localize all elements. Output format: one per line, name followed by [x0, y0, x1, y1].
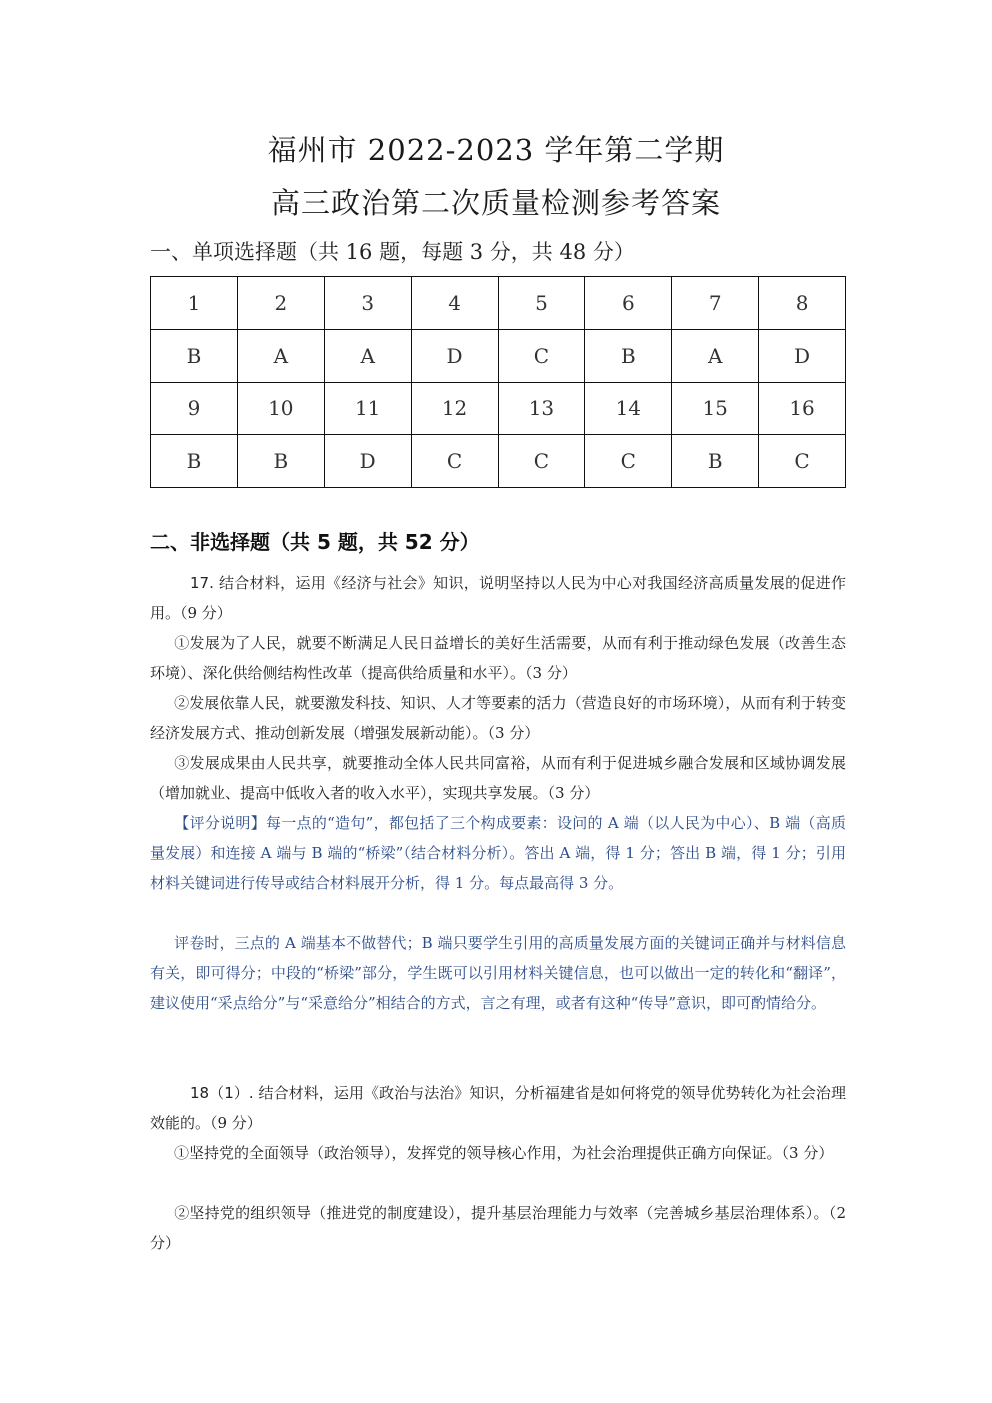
- q17-point3: [150, 748, 846, 808]
- q17-question-text: 结合材料，运用《经济与社会》知识，说明坚持以人民为中心对我国经济高质量发展的促进作用。（9 分）: [150, 574, 846, 622]
- table-cell: 5: [498, 277, 585, 330]
- table-cell: B: [237, 435, 324, 488]
- table-cell: 7: [672, 277, 759, 330]
- q17-grading-note-text: 评卷时，三点的 A 端基本不做替代；B 端只要学生引用的高质量发展方面的关键词正确并与材料信息有关，即可得分；中段的“桥梁”部分，学生既可以引用材料关键信息，也可以做出一定的转化和“翻译”，建议使用“采点给分”与“采意给分”相结合的方式，言之有理，或者有这种“传导”意识，即可酌情给分。: [150, 934, 846, 1012]
- table-cell: 14: [585, 382, 672, 435]
- q17-scoring-note: [150, 808, 846, 898]
- table-cell: 8: [759, 277, 846, 330]
- q17-point2: [150, 688, 846, 748]
- table-cell: 4: [411, 277, 498, 330]
- table-cell: 12: [411, 382, 498, 435]
- table-cell: 16: [759, 382, 846, 435]
- document-title-line2: 高三政治第二次质量检测参考答案: [270, 186, 721, 220]
- q17-point2-text: ②发展依靠人民，就要激发科技、知识、人才等要素的活力（营造良好的市场环境），从而有利于转变经济发展方式、推动创新发展（增强发展新动能）。（3 分）: [150, 694, 846, 742]
- table-cell: B: [672, 435, 759, 488]
- table-cell: C: [759, 435, 846, 488]
- q17-point1: [150, 628, 846, 688]
- q18-point2-text: ②坚持党的组织领导（推进党的制度建设），提升基层治理能力与效率（完善城乡基层治理体系）。（2 分）: [150, 1204, 846, 1252]
- q18-point2: [150, 1198, 846, 1258]
- table-cell: 11: [324, 382, 411, 435]
- table-row: [151, 435, 846, 488]
- table-cell: 15: [672, 382, 759, 435]
- document-title-line1: 福州市 2022-2023 学年第二学期: [267, 133, 725, 167]
- table-cell: 1: [151, 277, 238, 330]
- table-cell: D: [759, 329, 846, 382]
- table-cell: 10: [237, 382, 324, 435]
- q17-question: [150, 568, 846, 628]
- table-cell: C: [585, 435, 672, 488]
- table-cell: B: [585, 329, 672, 382]
- q18-point1-text: ①坚持党的全面领导（政治领导），发挥党的领导核心作用，为社会治理提供正确方向保证。（3 分）: [174, 1144, 834, 1162]
- q17-scoring-note-text: 【评分说明】每一点的“造句”，都包括了三个构成要素：设问的 A 端（以人民为中心）、B 端（高质量发展）和连接 A 端与 B 端的“桥梁”（结合材料分析）。答出 A 端，得 1 分；答出 B 端，得 1 分；引用材料关键词进行传导或结合材料展开分析，得 1 分。每点最高得 3 分。: [150, 814, 846, 892]
- table-cell: C: [498, 329, 585, 382]
- table-cell: D: [324, 435, 411, 488]
- section1-heading: 一、单项选择题（共 16 题，每题 3 分，共 48 分）: [150, 240, 635, 264]
- table-cell: A: [237, 329, 324, 382]
- q17-point3-text: ③发展成果由人民共享，就要推动全体人民共同富裕，从而有利于促进城乡融合发展和区域协调发展（增加就业、提高中低收入者的收入水平），实现共享发展。（3 分）: [150, 754, 846, 802]
- table-cell: A: [672, 329, 759, 382]
- q17-grading-note: [150, 928, 846, 1018]
- table-row: [151, 277, 846, 330]
- table-cell: 2: [237, 277, 324, 330]
- table-cell: D: [411, 329, 498, 382]
- table-row: [151, 329, 846, 382]
- answer-table: [150, 276, 846, 488]
- table-cell: B: [151, 329, 238, 382]
- table-cell: C: [498, 435, 585, 488]
- table-cell: C: [411, 435, 498, 488]
- q18-number: 18（1）.: [190, 1084, 254, 1102]
- table-cell: A: [324, 329, 411, 382]
- q17-number: 17.: [190, 574, 214, 592]
- table-row: [151, 382, 846, 435]
- q18-question: [150, 1078, 846, 1138]
- table-cell: B: [151, 435, 238, 488]
- table-cell: 9: [151, 382, 238, 435]
- q18-question-text: 结合材料，运用《政治与法治》知识，分析福建省是如何将党的领导优势转化为社会治理效能的。（9 分）: [150, 1084, 846, 1132]
- table-cell: 13: [498, 382, 585, 435]
- table-cell: 3: [324, 277, 411, 330]
- q18-point1: [150, 1138, 846, 1168]
- q17-point1-text: ①发展为了人民，就要不断满足人民日益增长的美好生活需要，从而有利于推动绿色发展（改善生态环境）、深化供给侧结构性改革（提高供给质量和水平）。（3 分）: [150, 634, 846, 682]
- section2-heading: 二、非选择题（共 5 题，共 52 分）: [150, 530, 480, 554]
- table-cell: 6: [585, 277, 672, 330]
